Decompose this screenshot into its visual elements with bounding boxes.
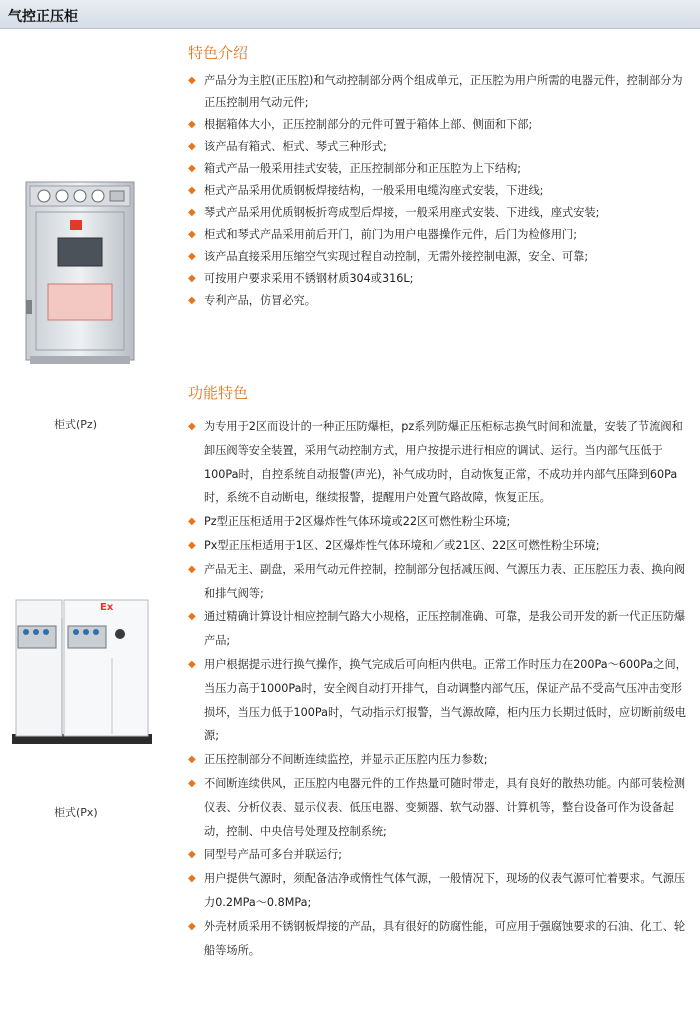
functions-item [188,653,688,748]
diamond-bullet-icon: ◆ [188,163,196,174]
features-item [188,136,688,158]
features-item-text: 柜式和琴式产品采用前后开门，前门为用户电器操作元件，后门为检修用门; [204,228,577,241]
functions-list [188,415,688,962]
functions-item-text: 产品无主、副盘，采用气动元件控制，控制部分包括减压阀、气源压力表、正压腔压力表、换向阀和排气阀等; [204,562,686,600]
features-item-text: 琴式产品采用优质钢板折弯成型后焊接，一般采用座式安装、下进线，座式安装; [204,206,600,219]
features-title: 特色介绍 [188,44,249,62]
px-cabinet-image [12,598,152,748]
features-item-text: 可按用户要求采用不锈钢材质304或316L; [204,272,414,285]
functions-item [188,772,688,843]
px-caption: 柜式(Px) [54,806,98,819]
features-item [188,180,688,202]
diamond-bullet-icon: ◆ [188,141,196,152]
page-title: 气控正压柜 [8,9,78,25]
diamond-bullet-icon: ◆ [188,229,196,240]
functions-item-text: 外壳材质采用不锈钢板焊接的产品，具有很好的防腐性能，可应用于强腐蚀要求的石油、化工、轮船等场所。 [204,919,686,957]
functions-item [188,843,688,867]
pz-cabinet-image [22,180,138,370]
features-item-text: 该产品有箱式、柜式、琴式三种形式; [204,140,387,153]
features-item [188,70,688,114]
features-item [188,158,688,180]
diamond-bullet-icon: ◆ [188,75,196,86]
diamond-bullet-icon: ◆ [188,421,196,432]
features-item-text: 该产品直接采用压缩空气实现过程自动控制，无需外接控制电源，安全、可靠; [204,250,589,263]
functions-item [188,558,688,606]
functions-item [188,915,688,963]
features-item [188,114,688,136]
features-item [188,202,688,224]
diamond-bullet-icon: ◆ [188,754,196,766]
features-item-text: 根据箱体大小，正压控制部分的元件可置于箱体上部、侧面和下部; [204,118,533,131]
px-ex-label: Ex [100,602,114,613]
diamond-bullet-icon: ◆ [188,849,196,861]
functions-item-text: 通过精确计算设计相应控制气路大小规格，正压控制准确、可靠，是我公司开发的新一代正压防爆产品; [204,610,686,648]
functions-item-text: Pz型正压柜适用于2区爆炸性气体环境或22区可燃性粉尘环境; [204,515,511,529]
functions-item-text: 用户提供气源时，须配备洁净或惰性气体气源，一般情况下，现场的仪表气源可忙着要求。气源压力0.2MPa～0.8MPa; [204,872,686,909]
functions-item-text: 用户根据提示进行换气操作，换气完成后可向柜内供电。正常工作时压力在200Pa～600Pa之间，当压力高于1000Pa时，安全阀自动打开排气，自动调整内部气压，保证产品不受高气压冲击变形损坏，当压力低于100Pa时，气动指示灯报警，当气源故障，柜内压力长期过低时，应切断前级电源; [204,657,687,743]
functions-item [188,867,688,915]
functions-item-text: 正压控制部分不间断连续监控，并显示正压腔内压力参数; [204,753,488,767]
features-item-text: 柜式产品采用优质钢板焊接结构，一般采用电缆沟座式安装，下进线; [204,184,544,197]
diamond-bullet-icon: ◆ [188,207,196,218]
diamond-bullet-icon: ◆ [188,295,196,306]
functions-item [188,510,688,534]
page-header [0,0,700,29]
functions-item-text: 为专用于2区而设计的一种正压防爆柜，pz系列防爆正压柜标志换气时间和流量，安装了节流阀和卸压阀等安全装置，采用气动控制方式，用户按提示进行相应的调试、运行。当内部气压低于100Pa时，自控系统自动报警(声光)，补气成功时，自动恢复正常，不成功并内部气压降到60Pa时，系统不自动断电，继续报警，提醒用户处置气路故障，恢复正压。 [204,420,683,505]
functions-item-text: Px型正压柜适用于1区、2区爆炸性气体环境和／或21区、22区可燃性粉尘环境; [204,538,600,552]
features-item [188,268,688,290]
diamond-bullet-icon: ◆ [188,563,196,575]
diamond-bullet-icon: ◆ [188,251,196,262]
diamond-bullet-icon: ◆ [188,658,196,670]
diamond-bullet-icon: ◆ [188,539,196,551]
diamond-bullet-icon: ◆ [188,185,196,196]
features-list [188,70,688,312]
diamond-bullet-icon: ◆ [188,516,196,528]
diamond-bullet-icon: ◆ [188,920,196,932]
functions-title: 功能特色 [188,384,249,402]
features-item-text: 产品分为主腔(正压腔)和气动控制部分两个组成单元，正压腔为用户所需的电器元件，控制部分为正压控制用气动元件; [204,74,683,109]
features-item [188,290,688,312]
functions-item-text: 同型号产品可多台并联运行; [204,848,343,862]
functions-item-text: 不间断连续供风，正压腔内电器元件的工作热量可随时带走，具有良好的散热功能。内部可装检测仪表、分析仪表、显示仪表、低压电器、变频器、软气动器、计算机等，整台设备可作为设备起动，控制、中央信号处理及控制系统; [204,776,686,838]
functions-item [188,534,688,558]
diamond-bullet-icon: ◆ [188,873,196,885]
features-item [188,246,688,268]
diamond-bullet-icon: ◆ [188,777,196,789]
diamond-bullet-icon: ◆ [188,611,196,623]
diamond-bullet-icon: ◆ [188,273,196,284]
functions-item [188,415,688,510]
functions-item [188,605,688,653]
pz-caption: 柜式(Pz) [54,418,97,431]
diamond-bullet-icon: ◆ [188,119,196,130]
functions-item [188,748,688,772]
features-item [188,224,688,246]
features-item-text: 箱式产品一般采用挂式安装，正压控制部分和正压腔为上下结构; [204,162,522,175]
features-item-text: 专利产品，仿冒必究。 [204,294,316,307]
